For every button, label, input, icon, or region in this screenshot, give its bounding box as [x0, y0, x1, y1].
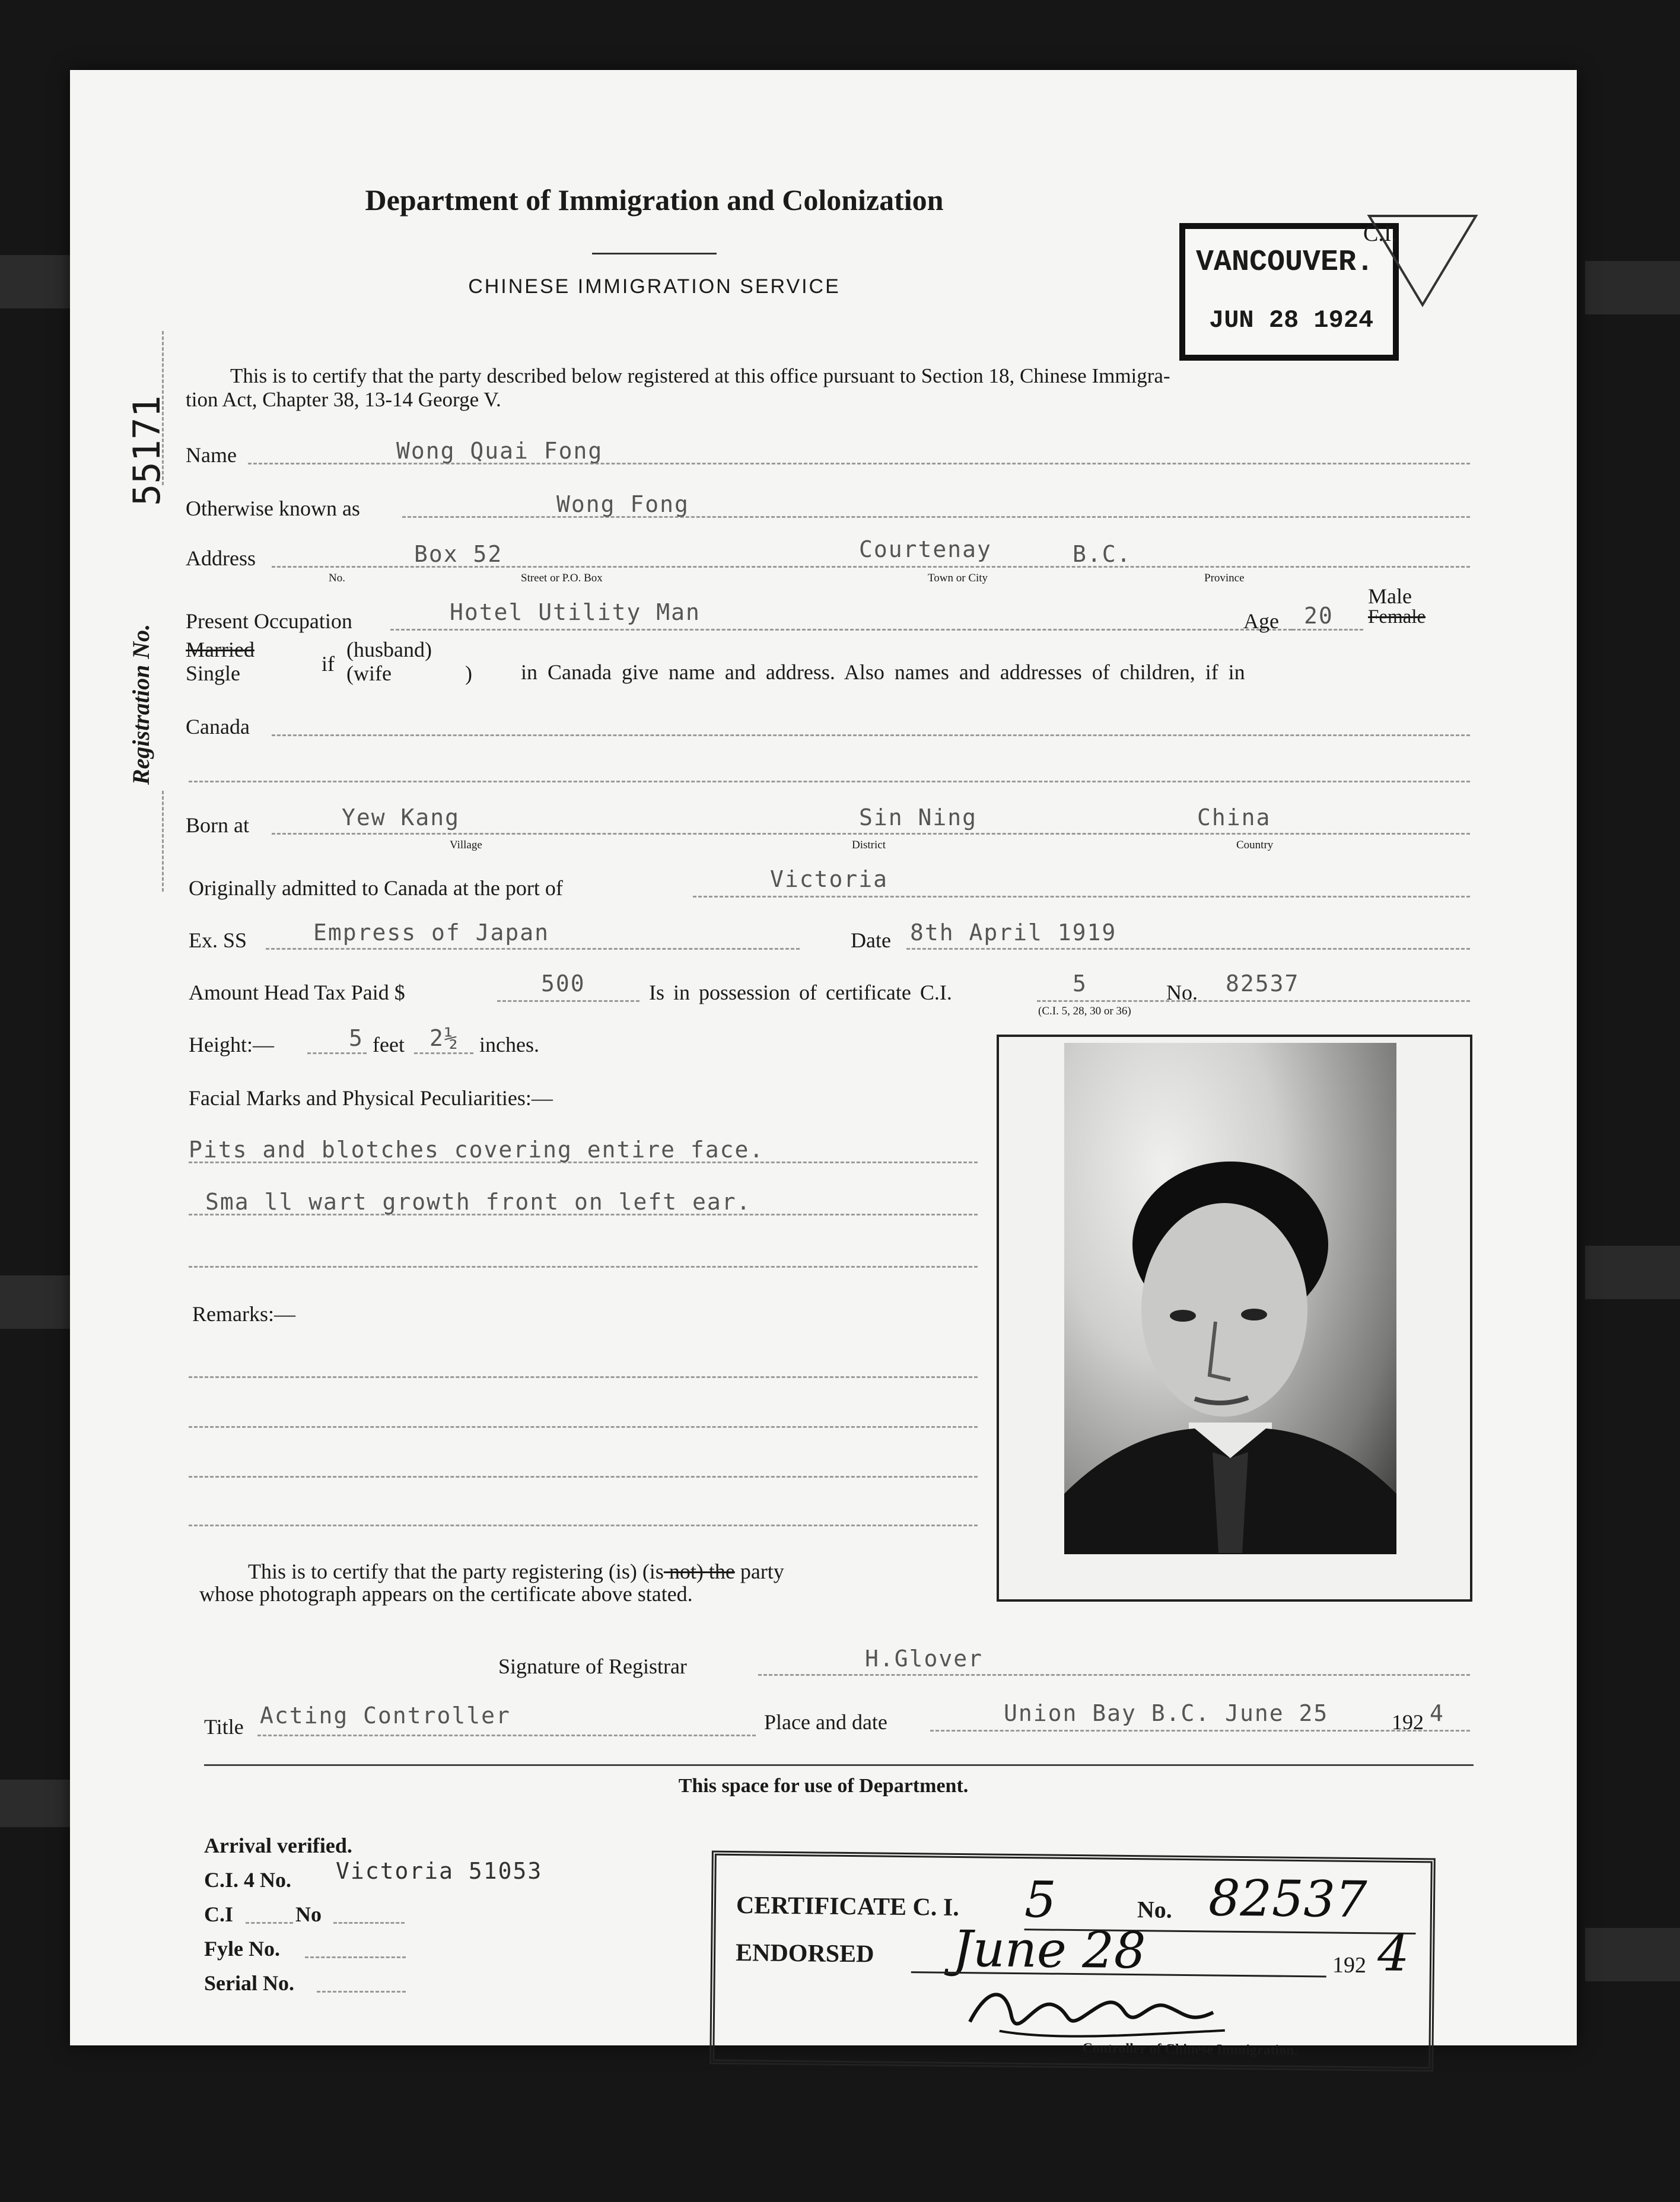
remarks-line-2 [189, 1426, 978, 1428]
feet-label: feet [373, 1033, 405, 1057]
registration-label [127, 488, 155, 785]
signature-rule [204, 1764, 1474, 1766]
remarks-line-4 [189, 1525, 978, 1526]
facial-label: Facial Marks and Physical Peculiarities:— [189, 1086, 553, 1110]
tax-label: Amount Head Tax Paid $ [189, 981, 405, 1004]
registration-dash [162, 791, 164, 892]
canada-line-2 [189, 781, 1470, 782]
registration-dash [162, 331, 164, 485]
born-line [272, 833, 1470, 835]
registrar-line [758, 1674, 1470, 1676]
controller-caption: Controller of Chinese Immigration. [1082, 2041, 1298, 2058]
department-title: Department of Immigration and Colonization [365, 183, 944, 217]
endorsement-cert-label: CERTIFICATE C. I. [736, 1892, 959, 1921]
date-label: Date [851, 928, 891, 952]
film-band [1585, 1246, 1680, 1299]
endorsed-label: ENDORSED [735, 1939, 874, 1968]
height-inches-line [414, 1052, 473, 1054]
born-country-value[interactable]: China [1197, 804, 1271, 830]
registration-document [70, 70, 1577, 2058]
facial-value-2[interactable]: Sma ll wart growth front on left ear. [205, 1189, 752, 1215]
endorsement-no-label: No. [1137, 1896, 1173, 1923]
caption-no: No. [329, 572, 345, 584]
registrar-label: Signature of Registrar [498, 1654, 687, 1678]
born-label: Born at [186, 813, 249, 837]
ci4-label: C.I. 4 No. [204, 1868, 292, 1892]
remarks-line-3 [189, 1476, 978, 1478]
born-district-value[interactable]: Sin Ning [859, 804, 978, 830]
stamp-date: JUN 28 1924 [1209, 306, 1374, 335]
caption-street: Street or P.O. Box [521, 572, 603, 584]
department-use-heading: This space for use of Department. [678, 1775, 969, 1797]
admitted-label: Originally admitted to Canada at the port of [189, 876, 563, 900]
photo-certify-line-2: whose photograph appears on the certificate above stated. [199, 1582, 693, 1606]
caption-country: Country [1236, 839, 1274, 851]
canada-label: Canada [186, 715, 250, 739]
fyle-line [305, 1956, 406, 1958]
male-option: Male [1368, 584, 1412, 608]
facial-line-3 [189, 1266, 978, 1268]
certify-line-2: tion Act, Chapter 38, 13-14 George V. [186, 388, 501, 411]
wife-option: (wife [346, 661, 392, 685]
ci-label: C.I [204, 1902, 234, 1926]
age-label: Age [1243, 609, 1279, 633]
endorsed-year-suffix[interactable]: 4 [1377, 1924, 1410, 1983]
address-town-value[interactable]: Courtenay [859, 536, 992, 562]
controller-signature [964, 1974, 1237, 2048]
certify-line-1: This is to certify that the party described below registered at this office pursuant to Section 18, Chinese Immigra- [230, 364, 1170, 387]
possession-label: Is in possession of certificate C.I. [649, 981, 952, 1004]
single-option: Single [186, 661, 241, 685]
ci-no-label: No [295, 1902, 322, 1926]
admitted-line [693, 896, 1470, 898]
occupation-label: Present Occupation [186, 609, 352, 633]
ship-label: Ex. SS [189, 928, 247, 952]
photo-certify-line-1 [248, 1559, 784, 1584]
height-feet-line [307, 1052, 367, 1054]
ci-line [246, 1922, 293, 1924]
fyle-label: Fyle No. [204, 1937, 280, 1961]
title-line [257, 1735, 756, 1736]
ship-value[interactable]: Empress of Japan [313, 919, 550, 946]
date-line [906, 948, 1470, 950]
endorsed-year-prefix: 192 [1332, 1952, 1367, 1978]
address-label: Address [186, 546, 256, 570]
husband-option: (husband) [346, 638, 432, 661]
portrait-figure [1064, 1043, 1396, 1554]
ship-line [266, 948, 800, 950]
name-value[interactable]: Wong Quai Fong [396, 438, 603, 464]
tax-value[interactable]: 500 [541, 970, 586, 997]
serial-line [317, 1991, 406, 1993]
place-year-suffix[interactable]: 4 [1430, 1700, 1444, 1726]
height-inches-value[interactable]: 2½ [429, 1025, 459, 1051]
age-line [1292, 629, 1363, 631]
caption-town: Town or City [928, 572, 988, 584]
children-instruction: in Canada give name and address. Also names and addresses of children, if in [521, 660, 1245, 684]
photo-certify-text-1: This is to certify that the party registering (is) (is not) the party [248, 1560, 784, 1583]
endorsement-cert-ci[interactable]: 5 [1024, 1870, 1057, 1929]
height-feet-value[interactable]: 5 [349, 1025, 364, 1051]
otherwise-label: Otherwise known as [186, 497, 360, 520]
inches-label: inches. [479, 1033, 539, 1057]
name-label: Name [186, 443, 237, 467]
title-label: Title [204, 1715, 244, 1739]
place-line [930, 1730, 1470, 1732]
facial-value-1[interactable]: Pits and blotches covering entire face. [189, 1137, 765, 1163]
certificate-no-label: No. [1166, 981, 1198, 1004]
if-word: if [322, 652, 335, 676]
film-band [1585, 261, 1680, 314]
caption-province: Province [1204, 572, 1245, 584]
endorsement-stamp [709, 1851, 1436, 2072]
serial-label: Serial No. [204, 1971, 294, 1995]
arrival-verified: Arrival verified. [204, 1834, 352, 1857]
registration-label-text: Registration No. [128, 623, 154, 785]
occupation-line [390, 629, 1292, 631]
ci4-value[interactable]: Victoria 51053 [336, 1858, 543, 1884]
born-village-value[interactable]: Yew Kang [342, 804, 460, 830]
place-value[interactable]: Union Bay B.C. June 25 [1004, 1700, 1329, 1726]
address-no-value[interactable]: Box 52 [414, 541, 503, 567]
female-option: Female [1368, 606, 1426, 628]
endorsed-date[interactable]: June 28 [952, 1919, 1146, 1980]
endorsement-cert-no[interactable]: 82537 [1208, 1869, 1367, 1929]
admitted-value[interactable]: Victoria [770, 866, 889, 892]
wife-close: ) [465, 661, 472, 685]
certificate-ci-value[interactable]: 5 [1073, 970, 1087, 997]
stamp-corner-text: C.I. [1363, 221, 1397, 246]
place-label: Place and date [764, 1710, 887, 1734]
occupation-value[interactable]: Hotel Utility Man [450, 599, 701, 625]
caption-village: Village [450, 839, 482, 851]
age-value[interactable]: 20 [1304, 603, 1334, 629]
married-option: Married [186, 638, 254, 661]
caption-district: District [852, 839, 886, 851]
otherwise-value[interactable]: Wong Fong [556, 491, 689, 517]
header-rule [592, 253, 717, 254]
tax-line [497, 1000, 639, 1002]
applicant-photo [1064, 1043, 1396, 1554]
service-title: CHINESE IMMIGRATION SERVICE [468, 275, 841, 298]
film-band [1585, 1928, 1680, 1981]
certificate-line [1037, 1000, 1470, 1002]
certificate-caption: (C.I. 5, 28, 30 or 36) [1038, 1005, 1131, 1017]
date-value[interactable]: 8th April 1919 [910, 919, 1117, 946]
stamp-city: VANCOUVER. [1196, 246, 1374, 279]
address-province-value[interactable]: B.C. [1073, 541, 1132, 567]
remarks-line-1 [189, 1376, 978, 1378]
ci-no-line [333, 1922, 405, 1924]
registration-number-text: 55171 [125, 395, 168, 506]
canada-line-1 [272, 734, 1470, 736]
place-year-prefix: 192 [1392, 1710, 1424, 1734]
registrar-value[interactable]: H.Glover [865, 1646, 984, 1672]
title-value[interactable]: Acting Controller [260, 1703, 511, 1729]
certificate-no-value[interactable]: 82537 [1226, 970, 1300, 997]
remarks-label: Remarks:— [192, 1302, 295, 1326]
height-label: Height:— [189, 1033, 274, 1057]
